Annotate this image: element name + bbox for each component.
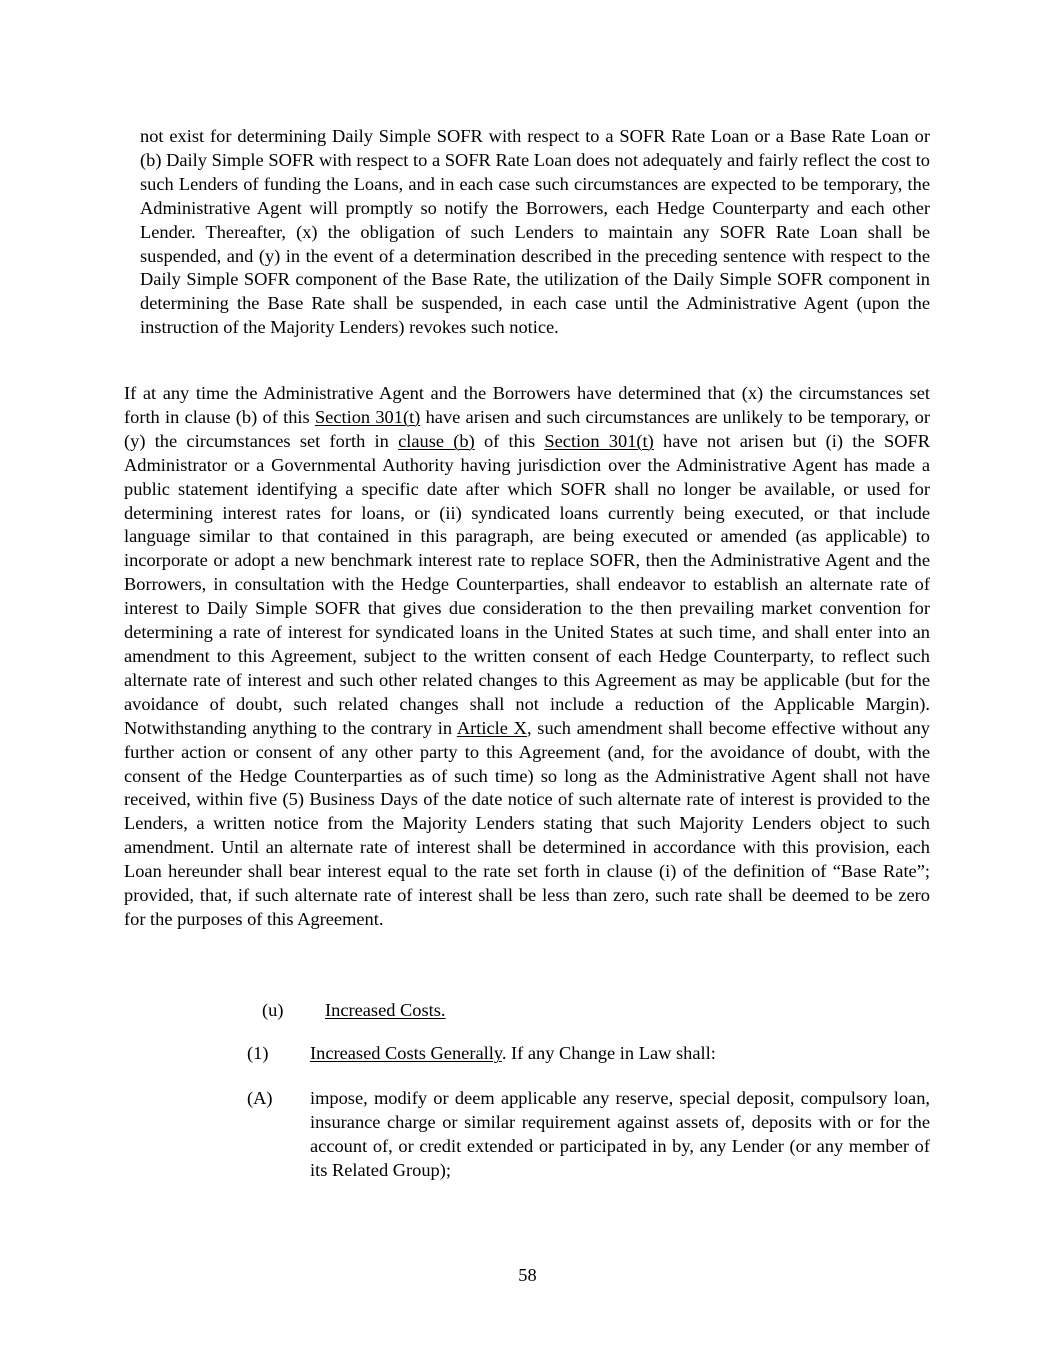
page-number: 58 [518,1265,537,1285]
section-reference-link: Section 301(t) [314,406,421,427]
paragraph-text-segment: of this [474,430,545,451]
paragraph-continuation: not exist for determining Daily Simple SOFR with respect to a SOFR Rate Loan or a Base Rate Loan or (b) Daily Simple SOFR with respect to a SOFR Rate Loan does not adequately and fairly reflect the cost to such Lenders of funding the Loans, and in each case such circumstances are expected to be temporary, the Administrative Agent will promptly so notify the Borrowers, each Hedge Counterparty and each other Lender. Thereafter, (x) the obligation of such Lenders to maintain any SOFR Rate Loan shall be suspended, and (y) in the event of a determination described in the preceding sentence with respect to the Daily Simple SOFR component of the Base Rate, the utilization of the Daily Simple SOFR component in determining the Base Rate shall be suspended, in each case until the Administrative Agent (upon the instruction of the Majority Lenders) revokes such notice. [140,126,930,338]
section-label: (u) [262,1000,284,1020]
item-increased-costs-generally [247,1042,716,1066]
item-label: (1) [247,1043,269,1063]
clause-reference-link: clause (b) [398,430,475,451]
subitem-text: impose, modify or deem applicable any reserve, special deposit, compulsory loan, insurance charge or similar requirement against assets of, deposits with or for the account of, or credit extended or participated in by, any Lender (or any member of its Related Group); [310,1088,930,1180]
section-title: Increased Costs. [325,1000,446,1020]
paragraph-text-segment: If at any time the Administrative Agent and the Borrowers have determined that (x) the circumstances set forth in clause (b) of this [124,383,930,427]
paragraph-text-segment: have arisen and such circumstances are unlikely to be temporary, or (y) the circumstances set forth in [124,406,930,451]
article-reference-link: Article X [456,717,527,738]
paragraph-alternate-rate [124,382,930,932]
item-text: . If any Change in Law shall: [501,1043,716,1063]
section-reference-link: Section 301(t) [544,430,654,451]
item-title: Increased Costs Generally [310,1043,502,1063]
subitem-label: (A) [247,1088,273,1108]
paragraph-text-segment: , such amendment shall become effective without any further action or consent of any other party to this Agreement (and, for the avoidance of doubt, with the consent of the Hedge Counterparties as of such time) so long as the Administrative Agent shall not have received, within five (5) Business Days of the date notice of such alternate rate of interest is provided to the Lenders, a written notice from the Majority Lenders stating that such Majority Lenders object to such amendment. Until an alternate rate of interest shall be determined in accordance with this provision, each Loan hereunder shall bear interest equal to the rate set forth in clause (i) of the definition of “Base Rate”; provided, that, if such alternate rate of interest shall be less than zero, such rate shall be deemed to be zero for the purposes of this Agreement. [124,717,930,929]
section-heading-increased-costs [262,998,446,1022]
paragraph-text-segment: have not arisen but (i) the SOFR Administrator or a Governmental Authority having jurisdiction over the Administrative Agent has made a public statement identifying a specific date after which SOFR shall no longer be available, or used for determining interest rates for loans, or (ii) syndicated loans currently being executed, or that include language similar to that contained in this paragraph, are being executed or amended (as applicable) to incorporate or adopt a new benchmark interest rate to replace SOFR, then the Administrative Agent and the Borrowers, in consultation with the Hedge Counterparties, shall endeavor to establish an alternate rate of interest to Daily Simple SOFR that gives due consideration to the then prevailing market convention for determining a rate of interest for syndicated loans in the United States at such time, and shall enter into an amendment to this Agreement, subject to the written consent of each Hedge Counterparty, to reflect such alternate rate of interest and such other related changes to this Agreement as may be applicable (but for the avoidance of doubt, such related changes shall not include a reduction of the Applicable Margin). Notwithstanding anything to the contrary in [124,430,930,738]
